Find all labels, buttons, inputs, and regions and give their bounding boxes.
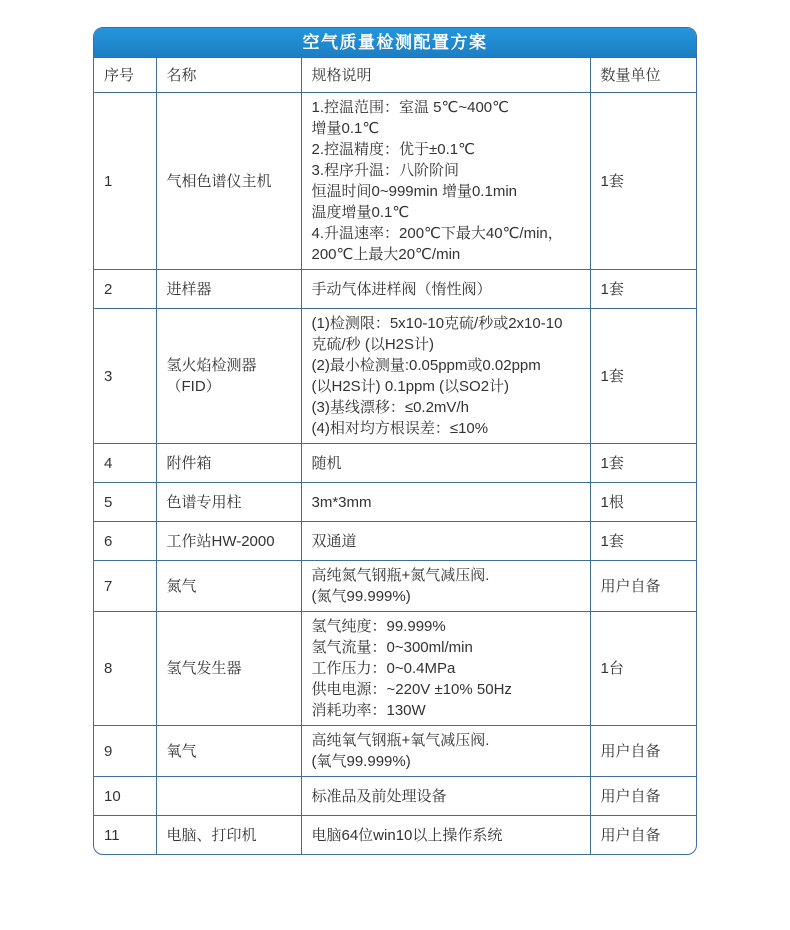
cell-spec: 电脑64位win10以上操作系统 [301,816,590,855]
cell-name: 附件箱 [156,444,301,483]
col-header-name: 名称 [156,58,301,93]
cell-name: 色谱专用柱 [156,483,301,522]
table-body [94,93,697,855]
cell-qty: 用户自备 [590,816,697,855]
table-row [94,612,697,726]
cell-spec: 随机 [301,444,590,483]
table-row [94,270,697,309]
cell-spec: 1.控温范围：室温 5℃~400℃ 增量0.1℃ 2.控温精度：优于±0.1℃ 3.程序升温：八阶阶间 恒温时间0~999min 增量0.1min 温度增量0.1℃ 4.升温速率：200℃下最大40℃/min， 200℃上最大20℃/min [301,93,590,270]
cell-qty: 1套 [590,309,697,444]
cell-name: 进样器 [156,270,301,309]
table-row [94,816,697,855]
cell-name: 工作站HW-2000 [156,522,301,561]
header-row [94,58,697,93]
cell-spec: 双通道 [301,522,590,561]
cell-no: 1 [94,93,156,270]
cell-no: 5 [94,483,156,522]
cell-name: 氢火焰检测器（FID） [156,309,301,444]
col-header-qty: 数量单位 [590,58,697,93]
cell-qty: 1套 [590,522,697,561]
table-row [94,522,697,561]
cell-qty: 用户自备 [590,561,697,612]
cell-no: 2 [94,270,156,309]
cell-name: 氢气发生器 [156,612,301,726]
cell-qty: 1套 [590,270,697,309]
cell-no: 11 [94,816,156,855]
cell-spec: 高纯氮气钢瓶+氮气减压阀. (氮气99.999%) [301,561,590,612]
cell-spec: 高纯氧气钢瓶+氧气减压阀. (氧气99.999%) [301,726,590,777]
cell-qty: 1套 [590,93,697,270]
cell-no: 4 [94,444,156,483]
table-row [94,309,697,444]
col-header-no: 序号 [94,58,156,93]
cell-spec: 3m*3mm [301,483,590,522]
spec-table [94,58,697,854]
cell-no: 10 [94,777,156,816]
cell-no: 7 [94,561,156,612]
table-row [94,483,697,522]
table-row [94,444,697,483]
table-title: 空气质量检测配置方案 [94,28,696,58]
table-row [94,561,697,612]
cell-name: 氮气 [156,561,301,612]
table-row [94,777,697,816]
cell-no: 6 [94,522,156,561]
cell-qty: 1台 [590,612,697,726]
cell-name: 氧气 [156,726,301,777]
cell-no: 3 [94,309,156,444]
cell-spec: 氢气纯度：99.999% 氢气流量：0~300ml/min 工作压力：0~0.4MPa 供电电源：~220V ±10% 50Hz 消耗功率：130W [301,612,590,726]
table-row [94,726,697,777]
cell-no: 8 [94,612,156,726]
cell-qty: 用户自备 [590,726,697,777]
cell-name: 气相色谱仪主机 [156,93,301,270]
cell-no: 9 [94,726,156,777]
cell-qty: 1套 [590,444,697,483]
cell-qty: 用户自备 [590,777,697,816]
spec-table-card [93,27,697,855]
col-header-spec: 规格说明 [301,58,590,93]
cell-name: 电脑、打印机 [156,816,301,855]
cell-spec: 手动气体进样阀（惰性阀） [301,270,590,309]
cell-qty: 1根 [590,483,697,522]
cell-name [156,777,301,816]
cell-spec: (1)检测限：5x10-10克硫/秒或2x10-10 克硫/秒 (以H2S计) (2)最小检测量:0.05ppm或0.02ppm (以H2S计) 0.1ppm (以SO2计) (3)基线漂移：≤0.2mV/h (4)相对均方根误差：≤10% [301,309,590,444]
cell-spec: 标准品及前处理设备 [301,777,590,816]
page [0,27,790,930]
table-row [94,93,697,270]
